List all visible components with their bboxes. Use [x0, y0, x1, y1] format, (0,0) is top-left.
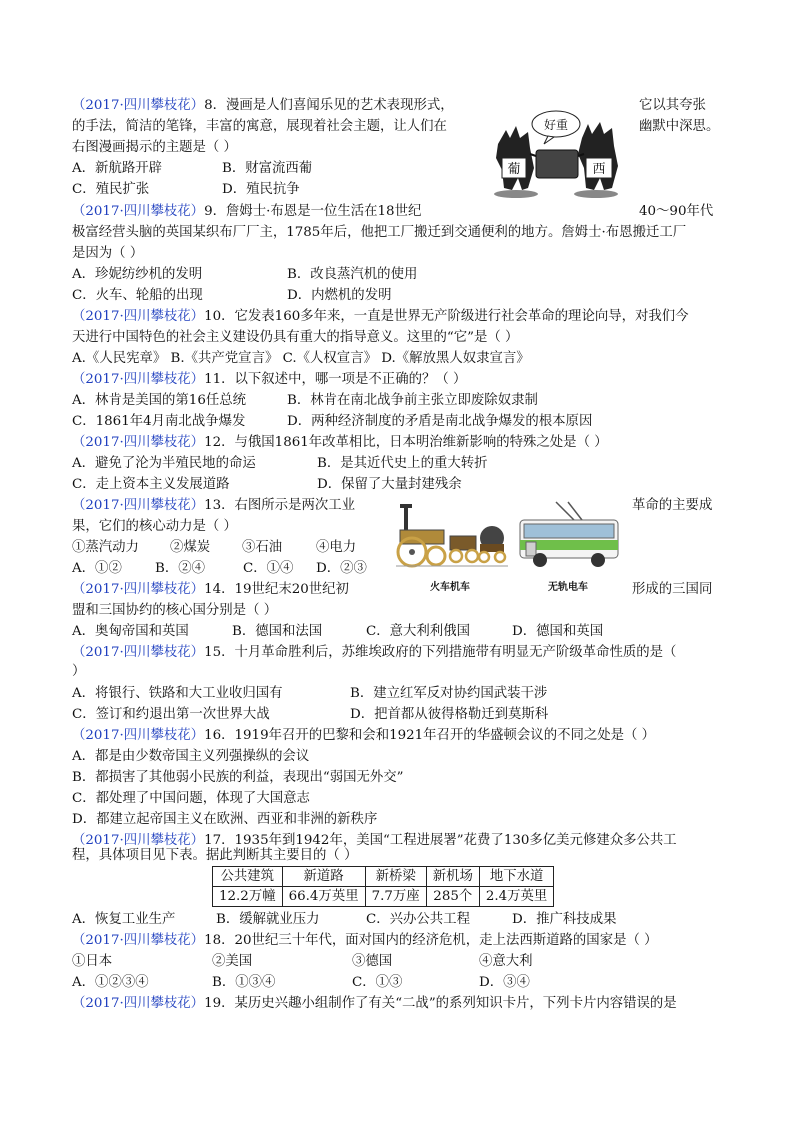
q13-option-a[interactable]: A．①②	[72, 561, 122, 576]
table-header-cell: 公共建筑	[213, 867, 283, 887]
q9-line1	[72, 202, 421, 222]
q18-item-4: ④意大利	[479, 954, 533, 969]
q13-item-3: ③石油	[242, 540, 283, 555]
q9-option-c[interactable]: C．火车、轮船的出现	[72, 288, 203, 303]
q18-line1	[72, 931, 658, 951]
q16-source: （2017·四川攀枝花）	[72, 728, 205, 743]
q15-stem-2: ）	[72, 664, 86, 679]
q13-option-c[interactable]: C．①④	[243, 561, 294, 576]
q18-option-d[interactable]: D．③④	[479, 975, 530, 990]
q18-source: （2017·四川攀枝花）	[72, 933, 205, 948]
q9-option-d[interactable]: D．内燃机的发明	[287, 288, 392, 303]
locomotive-figure	[396, 500, 508, 578]
q11-option-a[interactable]: A．林肯是美国的第16任总统	[72, 393, 247, 408]
q18-item-1: ①日本	[72, 954, 113, 969]
q9-option-b[interactable]: B．改良蒸汽机的使用	[287, 267, 418, 282]
q8-source: （2017·四川攀枝花）	[72, 98, 205, 113]
q13-source: （2017·四川攀枝花）	[72, 498, 205, 513]
q14-stem-1b: 形成的三国同	[632, 582, 713, 597]
q11-stem-1: 11．以下叙述中，哪一项是不正确的？（ ）	[204, 372, 467, 387]
q15-source: （2017·四川攀枝花）	[72, 645, 205, 660]
table-row	[213, 867, 554, 887]
q14-line1	[72, 580, 349, 600]
q19-source: （2017·四川攀枝花）	[72, 996, 205, 1011]
q13-item-4: ④电力	[316, 540, 357, 555]
table-header-cell: 新道路	[282, 867, 365, 887]
q13-stem-1b: 革命的主要成	[632, 498, 713, 513]
q12-option-a[interactable]: A．避免了沦为半殖民地的命运	[72, 456, 256, 471]
q10-stem-1: 10．它发表160多年来，一直是世界无产阶级进行社会革命的理论向导，对我们今	[204, 309, 689, 324]
q18-option-a[interactable]: A．①②③④	[72, 975, 149, 990]
q11-source: （2017·四川攀枝花）	[72, 372, 205, 387]
q11-option-c[interactable]: C．1861年4月南北战争爆发	[72, 414, 246, 429]
q8-option-d[interactable]: D．殖民抗争	[222, 182, 300, 197]
q8-stem-1b: 它以其夸张	[639, 98, 706, 113]
q10-options[interactable]: A.《人民宪章》 B.《共产党宣言》 C.《人权宣言》 D.《解放黑人奴隶宣言》	[72, 351, 530, 366]
q14-source: （2017·四川攀枝花）	[72, 582, 205, 597]
q19-line1	[72, 994, 677, 1014]
cartoon-figure	[488, 108, 624, 200]
cartoon-label-right: 西	[592, 162, 606, 177]
q16-option-b[interactable]: B．都损害了其他弱小民族的利益，表现出“弱国无外交”	[72, 770, 404, 785]
q14-stem-2: 盟和三国协约的核心国分别是（ ）	[72, 603, 278, 618]
trolleybus-caption: 无轨电车	[548, 582, 588, 593]
q9-stem-2: 极富经营头脑的英国某织布厂厂主，1785年后，他把工厂搬迁到交通便利的地方。詹姆士·布恩搬迁工厂	[72, 225, 687, 240]
q14-option-d[interactable]: D．德国和英国	[512, 624, 604, 639]
q9-stem-3: 是因为（ ）	[72, 246, 144, 261]
q12-option-b[interactable]: B．是其近代史上的重大转折	[317, 456, 488, 471]
q17-source: （2017·四川攀枝花）	[72, 833, 205, 848]
q8-option-a[interactable]: A．新航路开辟	[72, 161, 163, 176]
q13-option-b[interactable]: B．②④	[155, 561, 206, 576]
q8-stem-2: 的手法，简洁的笔锋，丰富的寓意，展现着社会主题，让人们在	[72, 119, 447, 134]
q11-line1	[72, 370, 466, 390]
q13-item-1: ①蒸汽动力	[72, 540, 139, 555]
q15-option-d[interactable]: D．把首都从彼得格勒迁到莫斯科	[350, 707, 549, 722]
q8-line1	[72, 96, 454, 116]
q8-option-b[interactable]: B．财富流西葡	[222, 161, 313, 176]
q8-stem-2b: 幽默中深思。	[639, 119, 720, 134]
q14-option-a[interactable]: A．奥匈帝国和英国	[72, 624, 189, 639]
q13-stem-2: 果，它们的核心动力是（ ）	[72, 519, 237, 534]
trolleybus-figure	[516, 500, 622, 570]
table-cell: 285个	[426, 887, 479, 907]
q9-source: （2017·四川攀枝花）	[72, 204, 205, 219]
q15-option-a[interactable]: A．将银行、铁路和大工业收归国有	[72, 686, 283, 701]
q9-option-a[interactable]: A．珍妮纺纱机的发明	[72, 267, 203, 282]
q18-option-b[interactable]: B．①③④	[212, 975, 276, 990]
q17-option-c[interactable]: C．兴办公共工程	[366, 912, 470, 927]
q9-stem-1: 9．詹姆士·布恩是一位生活在18世纪	[204, 204, 422, 219]
q12-source: （2017·四川攀枝花）	[72, 435, 205, 450]
table-cell: 12.2万幢	[213, 887, 283, 907]
q18-item-3: ③德国	[352, 954, 393, 969]
q12-option-c[interactable]: C．走上资本主义发展道路	[72, 477, 230, 492]
q17-option-d[interactable]: D．推广科技成果	[512, 912, 617, 927]
q14-option-b[interactable]: B．德国和法国	[232, 624, 323, 639]
q17-option-b[interactable]: B．缓解就业压力	[216, 912, 320, 927]
q13-stem-1: 13．右图所示是两次工业	[204, 498, 356, 513]
q10-stem-2: 天进行中国特色的社会主义建设仍具有重大的指导意义。这里的“它”是（ ）	[72, 330, 519, 345]
table-cell: 66.4万英里	[282, 887, 365, 907]
q13-line1	[72, 496, 355, 516]
q14-option-c[interactable]: C．意大利利俄国	[366, 624, 470, 639]
q14-stem-1: 14．19世纪末20世纪初	[204, 582, 349, 597]
table-row	[213, 887, 554, 907]
table-header-cell: 新桥梁	[365, 867, 426, 887]
q17-table	[212, 866, 554, 907]
q9-stem-1b: 40～90年代	[639, 204, 714, 219]
q8-stem-1: 8．漫画是人们喜闻乐见的艺术表现形式，	[204, 98, 454, 113]
cartoon-label-left: 葡	[507, 162, 521, 177]
q18-stem-1: 18．20世纪三十年代，面对国内的经济危机，走上法西斯道路的国家是（ ）	[204, 933, 658, 948]
q10-line1	[72, 307, 689, 327]
q13-option-d[interactable]: D．②③	[316, 561, 367, 576]
q15-line1	[72, 643, 676, 663]
q18-option-c[interactable]: C．①③	[352, 975, 403, 990]
table-cell: 2.4万英里	[479, 887, 553, 907]
q16-option-d[interactable]: D．都建立起帝国主义在欧洲、西亚和非洲的新秩序	[72, 812, 378, 827]
q19-stem-1: 19．某历史兴趣小组制作了有关“二战”的系列知识卡片，下列卡片内容错误的是	[204, 996, 677, 1011]
q17-option-a[interactable]: A．恢复工业生产	[72, 912, 176, 927]
q15-option-c[interactable]: C．签订和约退出第一次世界大战	[72, 707, 270, 722]
q17-stem-1: 17．1935年到1942年，美国“工程进展署”花费了130多亿美元修建众多公共工	[204, 833, 677, 848]
table-header-cell: 地下水道	[479, 867, 553, 887]
q11-option-d[interactable]: D．两种经济制度的矛盾是南北战争爆发的根本原因	[287, 414, 593, 429]
q11-option-b[interactable]: B．林肯在南北战争前主张立即废除奴隶制	[287, 393, 538, 408]
q16-line1	[72, 726, 655, 746]
q15-stem-1: 15．十月革命胜利后，苏维埃政府的下列措施带有明显无产阶级革命性质的是（	[204, 645, 677, 660]
q16-option-c[interactable]: C．都处理了中国问题，体现了大国意志	[72, 791, 310, 806]
table-header-cell: 新机场	[426, 867, 479, 887]
locomotive-caption: 火车机车	[430, 582, 470, 593]
q12-line1	[72, 433, 608, 453]
q8-stem-3: 右图漫画揭示的主题是（ ）	[72, 140, 237, 155]
q12-stem-1: 12．与俄国1861年改革相比，日本明治维新影响的特殊之处是（ ）	[204, 435, 608, 450]
q13-item-2: ②煤炭	[170, 540, 211, 555]
table-cell: 7.7万座	[365, 887, 426, 907]
q8-option-c[interactable]: C．殖民扩张	[72, 182, 150, 197]
q17-stem-2: 程，具体项目见下表。据此判断其主要目的（ ）	[72, 848, 358, 863]
q15-option-b[interactable]: B．建立红军反对协约国武装干涉	[350, 686, 548, 701]
q10-source: （2017·四川攀枝花）	[72, 309, 205, 324]
q16-option-a[interactable]: A．都是由少数帝国主义列强操纵的会议	[72, 749, 310, 764]
q16-stem-1: 16．1919年召开的巴黎和会和1921年召开的华盛顿会议的不同之处是（ ）	[204, 728, 656, 743]
q18-item-2: ②美国	[212, 954, 253, 969]
q12-option-d[interactable]: D．保留了大量封建残余	[317, 477, 462, 492]
cartoon-bubble-text: 好重	[543, 118, 569, 132]
